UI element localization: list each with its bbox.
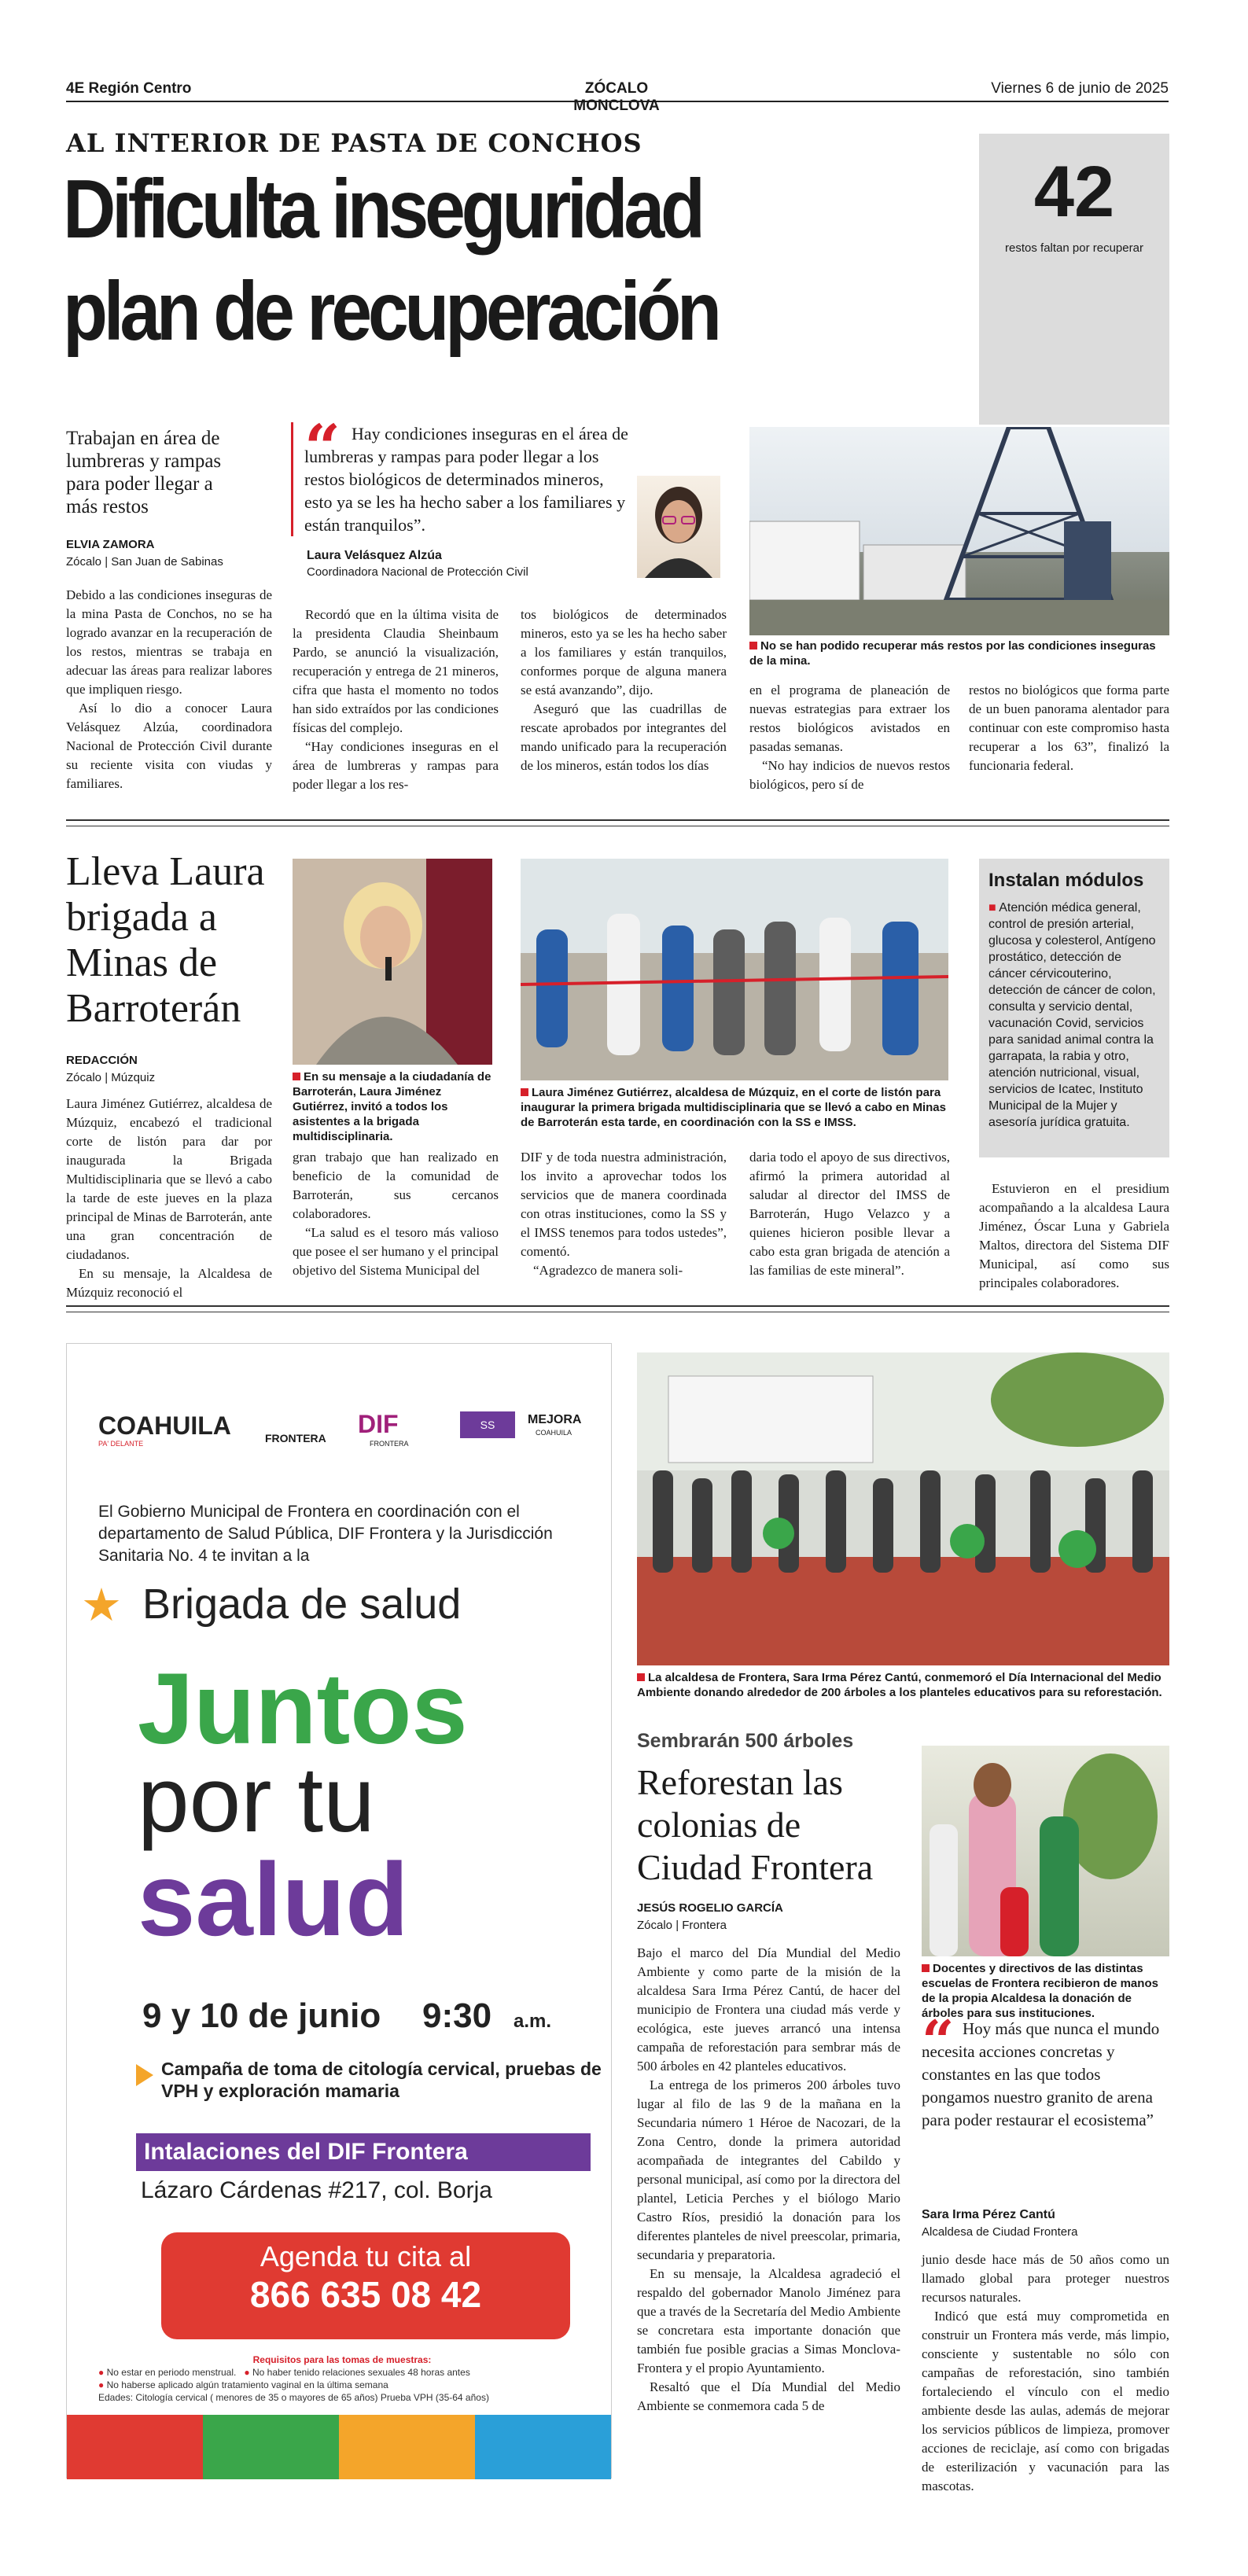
paragraph: Así lo dio a conocer Laura Velásquez Alzúa, coordinadora Nacional de Protección Civil durante su reciente visita con viudas y familiares. bbox=[66, 701, 272, 791]
paragraph: junio desde hace más de 50 años como un llamado global para proteger nuestros recursos naturales. bbox=[922, 2252, 1169, 2305]
paragraph: Debido a las condiciones inseguras de la mina Pasta de Conchos, no se ha logrado avanzar en la recuperación de los restos, mientras se trabaja en adecuar las áreas para realizar labores que impliquen riesgo. bbox=[66, 587, 272, 697]
story1-headline-line1: Dificulta inseguridad bbox=[63, 163, 701, 256]
story3-dateline: Zócalo | Frontera bbox=[637, 1919, 727, 1932]
ad-color-strip bbox=[67, 2415, 611, 2479]
story1-column-3 bbox=[521, 605, 727, 775]
ad-portu: por tu bbox=[138, 1748, 375, 1852]
story3-pullquote bbox=[922, 2007, 1169, 2132]
bullet-icon: ● bbox=[98, 2379, 107, 2390]
paragraph: Indicó que está muy comprometida en construir un Frontera más verde, más limpio, consciente y sustentable no sólo con campañas de reforestación, sino también fortaleciendo el vínculo con el medio ambiente desde las aulas, además de mejorar los servicios públicos de limpieza, promover acciones de reciclaje, así como con brigadas de esterilización y vacunación para las mascotas. bbox=[922, 2309, 1169, 2493]
teachers-trees-photo bbox=[922, 1746, 1169, 1956]
sidebar-text bbox=[988, 900, 1160, 1131]
story3-quote-name: Sara Irma Pérez Cantú bbox=[922, 2208, 1055, 2221]
arrow-icon bbox=[136, 2064, 153, 2086]
story2-column-1 bbox=[66, 1095, 272, 1302]
story1-column-4 bbox=[749, 681, 950, 794]
ad-logo-row bbox=[98, 1405, 586, 1452]
story2-caption-1: En su mensaje a la ciudadanía de Barroterán, Laura Jiménez Gutiérrez, invitó a todos los asistentes a la brigada multidisciplinaria. bbox=[293, 1070, 491, 1143]
ad-requirements bbox=[98, 2353, 586, 2404]
req-item: No haberse aplicado algún tratamiento vaginal en la última semana bbox=[106, 2379, 388, 2390]
logo-dif-sub: FRONTERA bbox=[370, 1440, 409, 1448]
paragraph: En su mensaje, la Alcaldesa de Múzquiz reconoció el bbox=[66, 1266, 272, 1300]
color-block bbox=[475, 2415, 611, 2479]
story2-headline: Lleva Laura brigada a Minas de Barroterán bbox=[66, 849, 265, 1031]
section-divider bbox=[66, 1305, 1169, 1307]
story3-column-2 bbox=[922, 2250, 1169, 2496]
bullet-icon: ● bbox=[244, 2367, 252, 2378]
paragraph: En su mensaje, la Alcaldesa agradeció el respaldo del gobernador Manolo Jiménez para que a través de la Secretaría del Medio Ambiente se concretara esta importante donación que también fue posible gracias a Simas Monclova-Frontera y el propio Ayuntamiento. bbox=[637, 2266, 900, 2375]
health-campaign-ad bbox=[66, 1343, 612, 2478]
issue-date: Viernes 6 de junio de 2025 bbox=[991, 80, 1169, 97]
ad-campaign: Campaña de toma de citología cervical, pruebas de VPH y exploración mamaria bbox=[161, 2059, 602, 2101]
color-block bbox=[67, 2415, 203, 2479]
story1-pullquote bbox=[291, 410, 635, 536]
ad-time-unit: a.m. bbox=[514, 2011, 552, 2032]
paragraph: Resaltó que el Día Mundial del Medio Ambiente se conmemora cada 5 de bbox=[637, 2379, 900, 2413]
story3-column-1 bbox=[637, 1944, 900, 2416]
tree-donation-photo bbox=[637, 1352, 1169, 1665]
paragraph: “La salud es el tesoro más valioso que posee el ser humano y el principal objetivo del Sistema Municipal del bbox=[293, 1225, 499, 1278]
paragraph: La entrega de los primeros 200 árboles tuvo lugar al filo de las 9 de la mañana en la Secundaria número 1 Héroe de Nacozari, de la Zona Centro, donde la primera autoridad acompañada de integrantes del Cabildo y personal municipal, así como por la directora del plantel, Leticia Perches y el biólogo Mario Castro Ríos, presidió la donación para los diferentes planteles de nivel preescolar, primaria, secundaria y preparatoria. bbox=[637, 2077, 900, 2262]
paragraph: Estuvieron en el presidium acompañando a la alcaldesa Laura Jiménez, Óscar Luna y Gabriela Maltos, directora del Sistema DIF Municipal, así como sus principales colaboradores. bbox=[979, 1181, 1169, 1290]
paragraph: Laura Jiménez Gutiérrez, alcaldesa de Múzquiz, encabezó el tradicional corte de listón para dar por inaugurada la Brigada Multidisciplinaria que se llevó a cabo la tarde de este jueves en la plaza principal de Minas de Barroterán, ante una gran concentración de ciudadanos. bbox=[66, 1096, 272, 1262]
ribbon-cutting-photo bbox=[521, 859, 948, 1080]
section-divider bbox=[66, 819, 1169, 821]
story2-column-5 bbox=[979, 1179, 1169, 1293]
logo-dif: DIF bbox=[358, 1410, 399, 1438]
ad-dates: 9 y 10 de junio bbox=[142, 1996, 381, 2035]
mine-photo-caption: No se han podido recuperar más restos por las condiciones inseguras de la mina. bbox=[749, 638, 1169, 668]
paragraph: en el programa de planeación de nuevas estrategias para extraer los restos biológicos avistados en pasadas semanas. bbox=[749, 683, 950, 754]
paragraph: gran trabajo que han realizado en beneficio de la comunidad de Barroterán, sus cercanos colaboradores. bbox=[293, 1150, 499, 1221]
teachers-trees-illustration bbox=[922, 1746, 1169, 1956]
section-label: 4E Región Centro bbox=[66, 80, 192, 97]
tree-donation-illustration bbox=[637, 1352, 1169, 1665]
sidebar-box bbox=[979, 859, 1169, 1157]
alcaldesa-speech-photo bbox=[293, 859, 492, 1065]
story1-dateline: Zócalo | San Juan de Sabinas bbox=[66, 555, 223, 569]
ad-address: Lázaro Cárdenas #217, col. Borja bbox=[141, 2177, 492, 2203]
color-block bbox=[203, 2415, 339, 2479]
story1-author: ELVIA ZAMORA bbox=[66, 538, 155, 551]
paragraph: Recordó que en la última visita de la presidenta Claudia Sheinbaum Pardo, se anunció la visualización, recuperación y entrega de 21 mineros, cifra que hasta el momento no todos han sido extraídos por las condiciones físicas del complejo. bbox=[293, 607, 499, 735]
story2-column-2 bbox=[293, 1148, 499, 1280]
mine-photo bbox=[749, 427, 1169, 635]
stat-number: 42 bbox=[1033, 152, 1115, 232]
stat-label: restos faltan por recuperar bbox=[1005, 241, 1143, 255]
req-item: No estar en periodo menstrual. bbox=[106, 2367, 237, 2378]
folio-bar bbox=[66, 79, 1169, 114]
story2-column-4 bbox=[749, 1148, 950, 1280]
paragraph: “Agradezco de manera soli- bbox=[533, 1263, 683, 1278]
logo-coahuila: COAHUILA bbox=[98, 1411, 231, 1440]
sidebar-title: Instalan módulos bbox=[988, 870, 1144, 891]
ad-phone-box bbox=[161, 2232, 570, 2339]
ad-intro: El Gobierno Municipal de Frontera en coordinación con el departamento de Salud Pública, DIF Frontera y la Jurisdicción Sanitaria No. 4 te invitan a la bbox=[98, 1503, 553, 1565]
story1-quote-text: Hay condiciones inseguras en el área de lumbreras y rampas para poder llegar a los restos biológicos de determinados mineros, esto ya se les ha hecho saber a los familiares y están tranquilos”. bbox=[304, 424, 628, 535]
portrait-illustration bbox=[637, 476, 720, 578]
paragraph: restos no biológicos que forma parte de un buen panorama alentador para continuar con este compromiso hasta recuperar a los 63”, finalizó la funcionaria federal. bbox=[969, 683, 1169, 773]
story1-headline-line2: plan de recuperación bbox=[63, 265, 718, 358]
paragraph: “No hay indicios de nuevos restos biológicos, pero sí de bbox=[749, 758, 950, 792]
bullet-icon: ● bbox=[98, 2367, 107, 2378]
logo-mejora: MEJORA bbox=[528, 1413, 582, 1426]
paragraph: daria todo el apoyo de sus directivos, afirmó la primera autoridad al saludar al director del IMSS de Barroterán, Hugo Velazco y a quienes hicieron posible llevar a cabo esta gran brigada de atención a las familias de este mineral”. bbox=[749, 1150, 950, 1278]
story1-deck: Trabajan en área de lumbreras y rampas para poder llegar a más restos bbox=[66, 428, 222, 517]
ad-brigada: Brigada de salud bbox=[142, 1581, 462, 1628]
story2-author: REDACCIÓN bbox=[66, 1054, 138, 1067]
logo-ss: SS bbox=[460, 1411, 515, 1438]
stat-box bbox=[979, 134, 1169, 425]
color-block bbox=[339, 2415, 475, 2479]
paragraph: DIF y de toda nuestra administración, los invito a aprovechar todos los servicios que de manera coordinada con otras instituciones, como la SS y el IMSS tenemos para todos ustedes”, comentó. bbox=[521, 1150, 727, 1259]
ad-salud: salud bbox=[138, 1842, 409, 1957]
speech-photo-illustration bbox=[293, 859, 492, 1065]
quote-mark-icon: “ bbox=[304, 410, 341, 484]
ad-phone: 866 635 08 42 bbox=[249, 2274, 482, 2315]
sidebar-list: Atención médica general, control de presión arterial, glucosa y colesterol, Antígeno prostático, detección de cáncer cérvicouterino, detección de cáncer de colon, consulta y servicio dental, vacunación Covid, servicios para sanidad animal contra la garrapata, la rabia y otro, atención nutricional, visual, servicios de Icatec, Instituto Municipal de la Mujer y asesoría jurídica gratuita. bbox=[988, 901, 1156, 1129]
logo-frontera: FRONTERA bbox=[265, 1432, 326, 1444]
req-title: Requisitos para las tomas de muestras: bbox=[252, 2354, 432, 2365]
story1-column-1 bbox=[66, 586, 272, 793]
story2-column-3 bbox=[521, 1148, 727, 1280]
mine-headframe-illustration bbox=[749, 427, 1169, 635]
paragraph: “Hay condiciones inseguras en el área de lumbreras y rampas para poder llegar a los res- bbox=[293, 739, 499, 792]
ribbon-cutting-illustration bbox=[521, 859, 948, 1080]
story1-column-5 bbox=[969, 681, 1169, 775]
ad-venue: Intalaciones del DIF Frontera bbox=[136, 2133, 591, 2171]
ad-time: 9:30 bbox=[422, 1996, 492, 2035]
paper-name: ZÓCALO MONCLOVA bbox=[573, 80, 660, 114]
story3-quote-role: Alcaldesa de Ciudad Frontera bbox=[922, 2225, 1078, 2239]
req-item: Edades: Citología cervical ( menores de 35 o mayores de 65 años) Prueba VPH (35-64 años) bbox=[98, 2392, 489, 2403]
bullet-square-icon: ■ bbox=[988, 901, 1000, 914]
quote-portrait bbox=[637, 476, 720, 578]
ad-juntos: Juntos bbox=[138, 1653, 468, 1765]
logo-mejora-sub: COAHUILA bbox=[536, 1429, 572, 1437]
req-item: No haber tenido relaciones sexuales 48 horas antes bbox=[252, 2367, 470, 2378]
ad-agenda: Agenda tu cita al bbox=[260, 2240, 472, 2272]
story2-dateline: Zócalo | Múzquiz bbox=[66, 1071, 156, 1084]
logo-coahuila-sub: PA' DELANTE bbox=[98, 1440, 144, 1448]
story3-kicker: Sembrarán 500 árboles bbox=[637, 1730, 854, 1752]
quote-mark-icon: “ bbox=[922, 2007, 955, 2074]
story3-caption-2: Docentes y directivos de las distintas escuelas de Frontera recibieron de manos de la propia Alcaldesa la donación de árboles para sus instituciones. bbox=[922, 1961, 1169, 2021]
story3-author: JESÚS ROGELIO GARCÍA bbox=[637, 1901, 783, 1915]
story1-column-2 bbox=[293, 605, 499, 794]
story1-kicker: AL INTERIOR DE PASTA DE CONCHOS bbox=[66, 128, 642, 158]
story2-caption-2: Laura Jiménez Gutiérrez, alcaldesa de Múzquiz, en el corte de listón para inaugurar la primera brigada multidisciplinaria que se llevó a cabo en Minas de Barroterán esta tarde, en coordinación con la SS e IMSS. bbox=[521, 1085, 948, 1130]
star-icon: ★ bbox=[81, 1580, 122, 1631]
story1-quote-role: Coordinadora Nacional de Protección Civil bbox=[307, 565, 528, 579]
story1-quote-name: Laura Velásquez Alzúa bbox=[307, 549, 442, 562]
story3-headline: Reforestan las colonias de Ciudad Frontera bbox=[637, 1762, 874, 1887]
paragraph: Bajo el marco del Día Mundial del Medio Ambiente y como parte de la misión de la alcaldesa Sara Irma Pérez Cantú, de hacer del municipio de Frontera una ciudad más verde y ecológica, este jueves arrancó una intensa campaña de reforestación para sembrar más de 500 árboles en 42 planteles educativos. bbox=[637, 1945, 900, 2074]
story3-quote-text: Hoy más que nunca el mundo necesita acciones concretas y constantes en las que todos pongamos nuestro granito de arena para poder restaurar el ecosistema” bbox=[922, 2019, 1160, 2129]
paragraph: Aseguró que las cuadrillas de rescate aprobados por integrantes del mando unificado para la recuperación de los mineros, están todos los días bbox=[521, 701, 727, 773]
story3-photo-caption: La alcaldesa de Frontera, Sara Irma Pérez Cantú, conmemoró el Día Internacional del Medio Ambiente donando alrededor de 200 árboles a los planteles educativos para su reforestación. bbox=[637, 1670, 1169, 1700]
paragraph: tos biológicos de determinados mineros, esto ya se les ha hecho saber a los familiares y están tranquilos, conformes porque de alguna manera se está avanzando”, dijo. bbox=[521, 607, 727, 697]
